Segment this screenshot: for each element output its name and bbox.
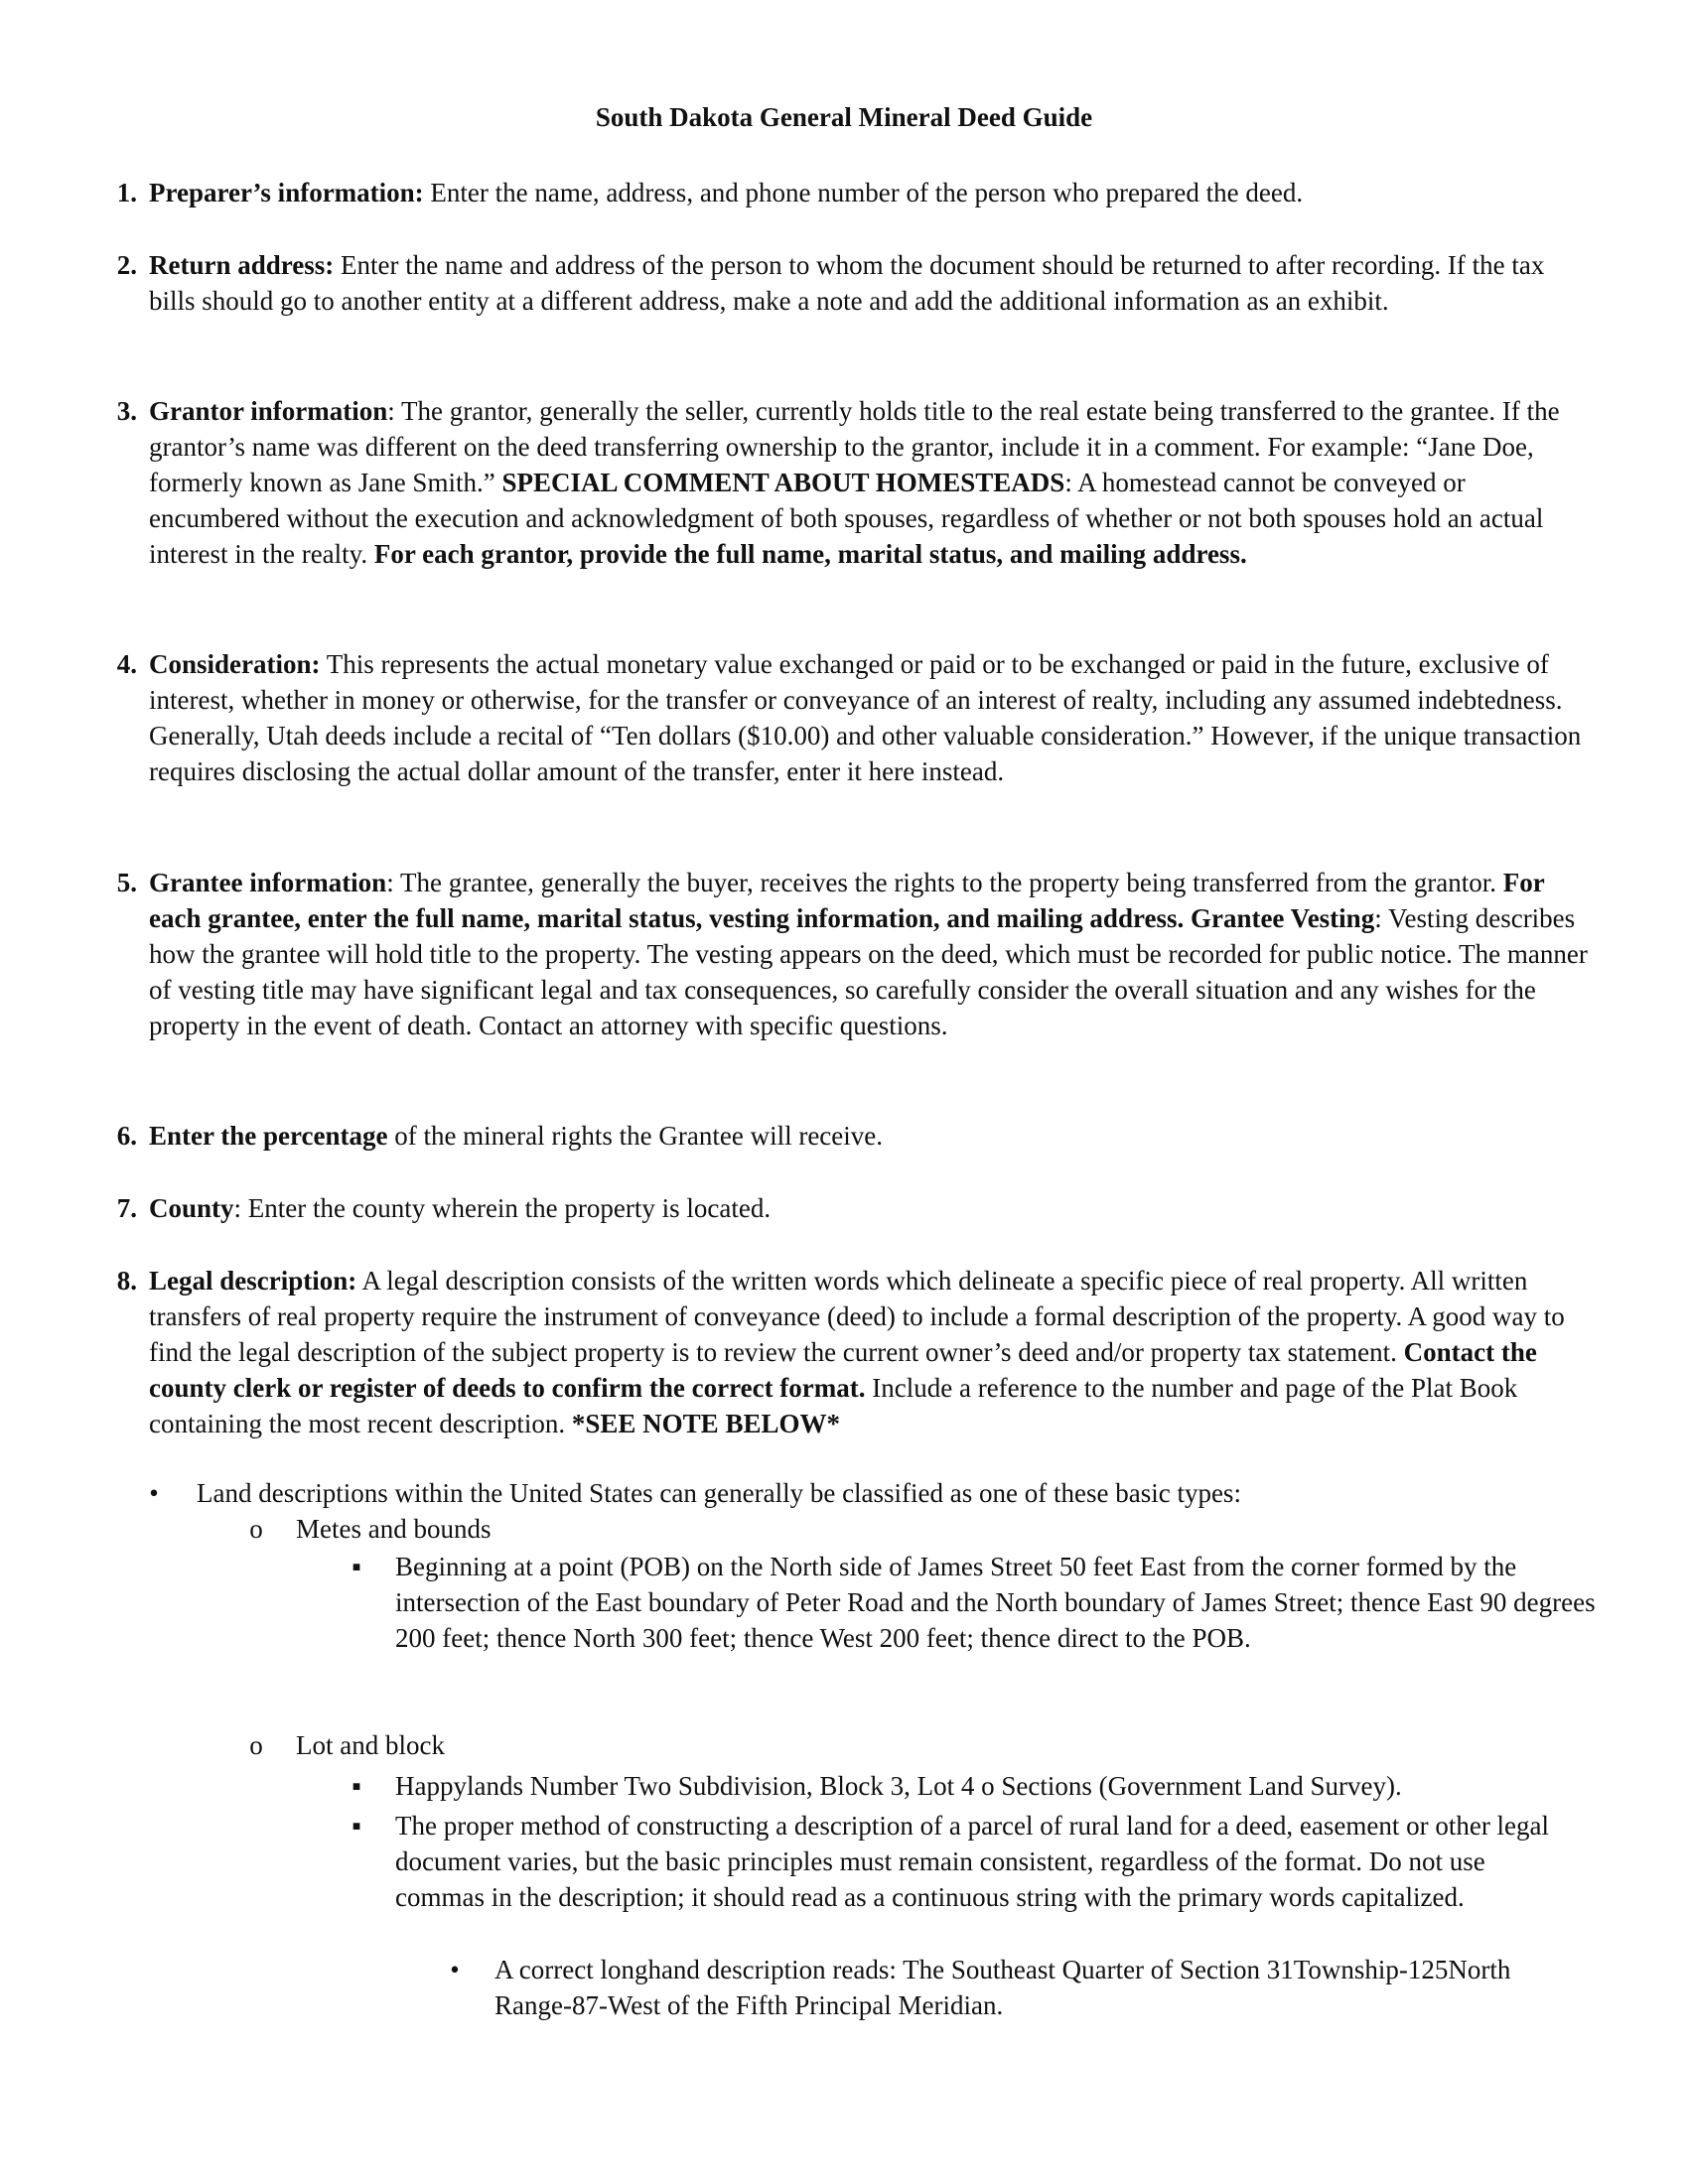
plat-book-text: Include a reference to the number and page of the Plat Book containing the most recent description. xyxy=(149,1373,1518,1438)
item-label: Grantor information xyxy=(149,396,388,426)
item-8 xyxy=(116,1263,1589,1441)
vesting-text: : Vesting describes how the grantee will hold title to the property. The vesting appears on the deed, which must be recorded for public notice. The manner of vesting title may have significant legal and tax consequences, so carefully consider the overall situation and any wishes for the property in the event of death. Contact an attorney with specific questions. xyxy=(149,903,1588,1040)
item-label: Enter the percentage xyxy=(149,1121,388,1151)
item-number: 8. xyxy=(116,1266,137,1296)
item-1 xyxy=(116,175,1589,210)
item-7 xyxy=(116,1190,1589,1226)
bullet-marker: • xyxy=(149,1478,159,1508)
circle-marker: o xyxy=(249,1730,263,1760)
item-text: of the mineral rights the Grantee will receive. xyxy=(387,1121,884,1151)
item-number: 1. xyxy=(116,178,137,207)
method-text: The proper method of constructing a description of a parcel of rural land for a deed, easement or other legal document varies, but the basic principles must remain consistent, regardless of the format. Do not use commas in the description; it should read as a continuous string with the primary words capitalized. xyxy=(395,1811,1550,1912)
grantee-instruction: For each grantee, enter the full name, marital status, vesting information, and mailing address. Grantee Vesting xyxy=(149,868,1545,933)
item-text: Enter the name and address of the person to whom the document should be returned to after recording. If the tax bills should go to another entity at a different address, make a note and add the additional information as an exhibit. xyxy=(149,250,1545,316)
homestead-text: : A homestead cannot be conveyed or encumbered without the execution and acknowledgment of both spouses, regardless of whether or not both spouses hold an actual interest in the realty. xyxy=(149,468,1544,569)
circle-marker: o xyxy=(249,1514,263,1544)
homestead-heading: SPECIAL COMMENT ABOUT HOMESTEADS xyxy=(501,468,1065,497)
item-label: Return address: xyxy=(149,250,335,280)
square-marker: ▪ xyxy=(352,1771,361,1801)
item-number: 5. xyxy=(116,868,137,897)
item-number: 2. xyxy=(116,250,137,280)
item-label: Consideration: xyxy=(149,649,321,679)
item-label: Grantee information xyxy=(149,868,387,897)
item-text: : The grantee, generally the buyer, receives the rights to the property being transferred from the grantor. xyxy=(386,868,1503,897)
clerk-instruction: Contact the county clerk or register of deeds to confirm the correct format. xyxy=(149,1337,1537,1403)
square-marker: ▪ xyxy=(352,1552,361,1581)
metes-and-bounds-text: Metes and bounds xyxy=(296,1514,492,1544)
grantor-instruction: For each grantor, provide the full name, marital status, and mailing address. xyxy=(373,539,1247,569)
lot-and-block-text: Lot and block xyxy=(296,1730,445,1760)
item-text: : The grantor, generally the seller, currently holds title to the real estate being transferred to the grantee. If the grantor’s name was different on the deed transferring ownership to the grantor, include it in a comment. For example: “Jane Doe, formerly known as Jane Smith.” xyxy=(149,396,1560,497)
item-text: : Enter the county wherein the property is located. xyxy=(233,1193,772,1223)
square-marker: ▪ xyxy=(352,1811,361,1841)
item-label: Preparer’s information: xyxy=(149,178,424,207)
item-number: 3. xyxy=(116,396,137,426)
bullet-marker: • xyxy=(450,1955,460,1984)
item-text: Enter the name, address, and phone number of the person who prepared the deed. xyxy=(423,178,1304,207)
item-5 xyxy=(116,865,1589,1043)
item-3 xyxy=(116,393,1589,572)
item-label: Legal description: xyxy=(149,1266,357,1296)
item-4 xyxy=(116,646,1589,789)
see-note: *SEE NOTE BELOW* xyxy=(571,1409,840,1438)
item-6 xyxy=(116,1118,1589,1154)
lot-example-text: Happylands Number Two Subdivision, Block 3, Lot 4 o Sections (Government Land Survey). xyxy=(395,1771,1402,1801)
item-text: This represents the actual monetary value exchanged or paid or to be exchanged or paid in the future, exclusive of interest, whether in money or otherwise, for the transfer or conveyance of an interest of realty, including any assumed indebtedness. Generally, Utah deeds include a recital of “Ten dollars ($10.00) and other valuable consideration.” However, if the unique transaction requires disclosing the actual dollar amount of the transfer, enter it here instead. xyxy=(149,649,1582,786)
longhand-example-text: A correct longhand description reads: The Southeast Quarter of Section 31Township-125North Range-87-West of the Fifth Principal Meridian. xyxy=(494,1955,1511,2020)
document-title: South Dakota General Mineral Deed Guide xyxy=(595,102,1093,132)
item-number: 7. xyxy=(116,1193,137,1223)
land-types-text: Land descriptions within the United States can generally be classified as one of these basic types: xyxy=(197,1478,1241,1508)
item-2 xyxy=(116,247,1589,319)
item-label: County xyxy=(149,1193,234,1223)
item-number: 4. xyxy=(116,649,137,679)
metes-example-text: Beginning at a point (POB) on the North side of James Street 50 feet East from the corner formed by the intersection of the East boundary of Peter Road and the North boundary of James Street; thence East 90 degrees 200 feet; thence North 300 feet; thence West 200 feet; thence direct to the POB. xyxy=(395,1552,1596,1653)
item-number: 6. xyxy=(116,1121,137,1151)
item-text: A legal description consists of the written words which delineate a specific piece of real property. All written transfers of real property require the instrument of conveyance (deed) to include a formal description of the property. A good way to find the legal description of the subject property is to review the current owner’s deed and/or property tax statement. xyxy=(149,1266,1565,1367)
